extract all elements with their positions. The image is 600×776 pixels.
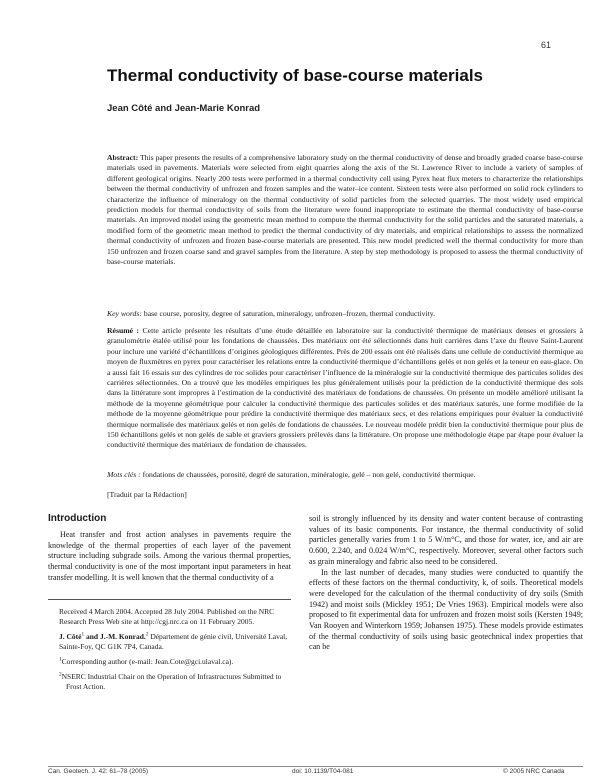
abstract-text: This paper presents the results of a comprehensive laboratory study on the thermal conductivity of dense and broadly graded coarse base-course materials used in pavements. Materials were selected from eight quarries along the axis of the St. Lawrence River to include a variety of samples of different geological origins. Nearly 200 tests were performed in a thermal conductivity cell using Pyrex heat flux meters to characterize the relationships between the thermal conductivity of unfrozen and frozen samples and the water–ice content. Sixteen tests were also performed on solid rock cylinders to characterize the influence of mineralogy on the thermal conductivity of solid particles from the selected quarries. The most widely used empirical prediction models for thermal conductivity of soils from the literature were found inappropriate to estimate the thermal conductivity of base-course materials. An improved model using the geometric mean method to compute the thermal conductivity for the solid particles and the saturated materials, a modified form of the geometric mean method to predict the thermal conductivity of dry materials, and empirical relationships to assess the normalized thermal conductivity of unfrozen and frozen base-course materials are presented. This new model predicted well the thermal conductivity for more than 150 unfrozen and frozen coarse sand and gravel samples from the literature. A step by step methodology is proposed to assess the thermal conductivity of base-course materials.	[107, 153, 583, 267]
footnote-2	[59, 672, 291, 692]
author1-sup: 1	[81, 631, 85, 638]
footer-copyright: © 2005 NRC Canada	[503, 768, 565, 775]
author2-name: J.-M. Konrad.	[99, 632, 146, 641]
footnote-2-text: NSERC Industrial Chair on the Operation of Infrastructures Submitted to Frost Action.	[61, 672, 282, 691]
footer-rule	[48, 766, 583, 767]
affiliation-text: Département de génie civil, Université Laval, Sainte-Foy, QC G1K 7P4, Canada.	[59, 632, 288, 651]
received-note: Received 4 March 2004. Accepted 28 July 2004. Published on the NRC Research Press Web site at http://cgj.nrc.ca on 11 February 2005.	[59, 607, 275, 626]
keywords-text: base course, porosity, degree of saturation, mineralogy, unfrozen–frozen, thermal conductivity.	[143, 309, 436, 318]
author-affiliation	[59, 632, 291, 652]
author-separator: and	[84, 632, 100, 641]
introduction-left-column	[48, 530, 291, 584]
translation-note: [Traduit par la Rédaction]	[107, 490, 187, 499]
footnote-1	[59, 657, 291, 667]
resume-label: Résumé :	[107, 326, 140, 335]
mots-cles-label: Mots clés :	[107, 470, 141, 479]
introduction-paragraph-2: soil is strongly influenced by its density and water content because of contrasting values of its basic components. For instance, the thermal conductivity of solid particles generally varies from 1 to 5 W/m°C, and those for water, ice, and air are 0.600, 2.240, and 0.024 W/m°C, respectively. Moreover, several other factors such as grain mineralogy and fabric also need to be considered.	[309, 514, 583, 566]
abstract-label: Abstract:	[107, 153, 139, 162]
footnote-1-num: 1	[59, 656, 62, 663]
footnote-2-num: 2	[59, 671, 62, 678]
author1-name: J. Côté	[59, 632, 82, 641]
page-number: 61	[541, 40, 552, 50]
introduction-heading: Introduction	[48, 513, 107, 524]
footnote-1-text: Corresponding author (e-mail: Jean.Cote@gci.ulaval.ca).	[61, 657, 234, 666]
footnote-divider	[48, 599, 291, 600]
introduction-paragraph-1: Heat transfer and frost action analyses in pavements require the knowledge of the thermal properties of each layer of the pavement structure including subgrade soils. Among the various thermal properties, thermal conductivity is one of the most important input parameters in heat transfer modelling. It is well known that the thermal conductivity of a	[48, 530, 291, 582]
keywords	[107, 309, 583, 319]
footer-journal: Can. Geotech. J. 42: 61–78 (2005)	[48, 768, 149, 775]
resume	[107, 326, 583, 451]
introduction-paragraph-3: In the last number of decades, many studies were conducted to quantify the effects of these factors on the thermal conductivity, k, of soils. Theoretical models were developed for the calculation of the thermal conductivity of dry soils (Smith 1942) and moist soils (Mickley 1951; De Vries 1963). Empirical models were also proposed to fit experimental data for unfrozen and frozen moist soils (Kersten 1949; Van Rooyen and Winterkorn 1959; Johansen 1975). These models provide estimates of the thermal conductivity of soils using basic geotechnical index properties that can be	[309, 567, 583, 652]
keywords-label: Key words:	[107, 309, 142, 318]
author2-sup: 2	[145, 631, 149, 638]
article-notes	[59, 607, 291, 697]
mots-cles-text: fondations de chaussées, porosité, degré de saturation, minéralogie, gelé – non gelé, conductivité thermique.	[142, 470, 476, 479]
abstract	[107, 153, 583, 267]
introduction-right-column	[309, 514, 583, 653]
paper-title: Thermal conductivity of base-course materials	[107, 66, 484, 85]
footer-doi: doi: 10.1139/T04-081	[292, 768, 354, 775]
paper-authors: Jean Côté and Jean-Marie Konrad	[107, 103, 261, 114]
mots-cles	[107, 470, 583, 480]
resume-text: Cette article présente les résultats d’une étude détaillée en laboratoire sur la conductivité thermique de matériaux denses et grossiers à granulométrie étalée utilisé pour les fondations de chaussées. Des matériaux ont été sélectionnés dans huit carrières dans l’axe du fleuve Saint-Laurent pour inclure une variété d’échantillons d’origines géologiques différentes. Près de 200 essais ont été réalisés dans une cellule de conductivité thermique au moyen de fluxmètres en pyrex pour caractériser les relations entre la conductivité thermique d’échantillons gelés et non gelés et la teneur en eau-glace. On a aussi fait 16 essais sur des cylindres de roc solides pour caractériser l’influence de la minéralogie sur la conductivité thermique des particules solides des carrières sélectionnées. On a trouvé que les modèles empiriques les plus généralement utilisés pour la prédiction de la conductivité thermique des sols dans la littérature sont impropres à l’estimation de la conductivité des matériaux de fondations de chaussées. On présente un modèle amélioré utilisant la méthode de la moyenne géométrique pour calculer la conductivité thermique des particules solides et des matériaux saturés, une forme modifiée de la méthode de la moyenne géométrique pour prédire la conductivité thermique des matériaux secs, et des relations empiriques pour évaluer la conductivité thermique normalisée des matériaux gelés et non gelés de fondations de chaussées. Le nouveau modèle prédit bien la conductivité thermique pour plus de 150 échantillons gelés et non gelés de sable et graviers grossiers prélevés dans la littérature. On propose une méthodologie étape par étape pour évaluer la conductivité thermique des matériaux de fondation de chaussées.	[107, 326, 584, 450]
